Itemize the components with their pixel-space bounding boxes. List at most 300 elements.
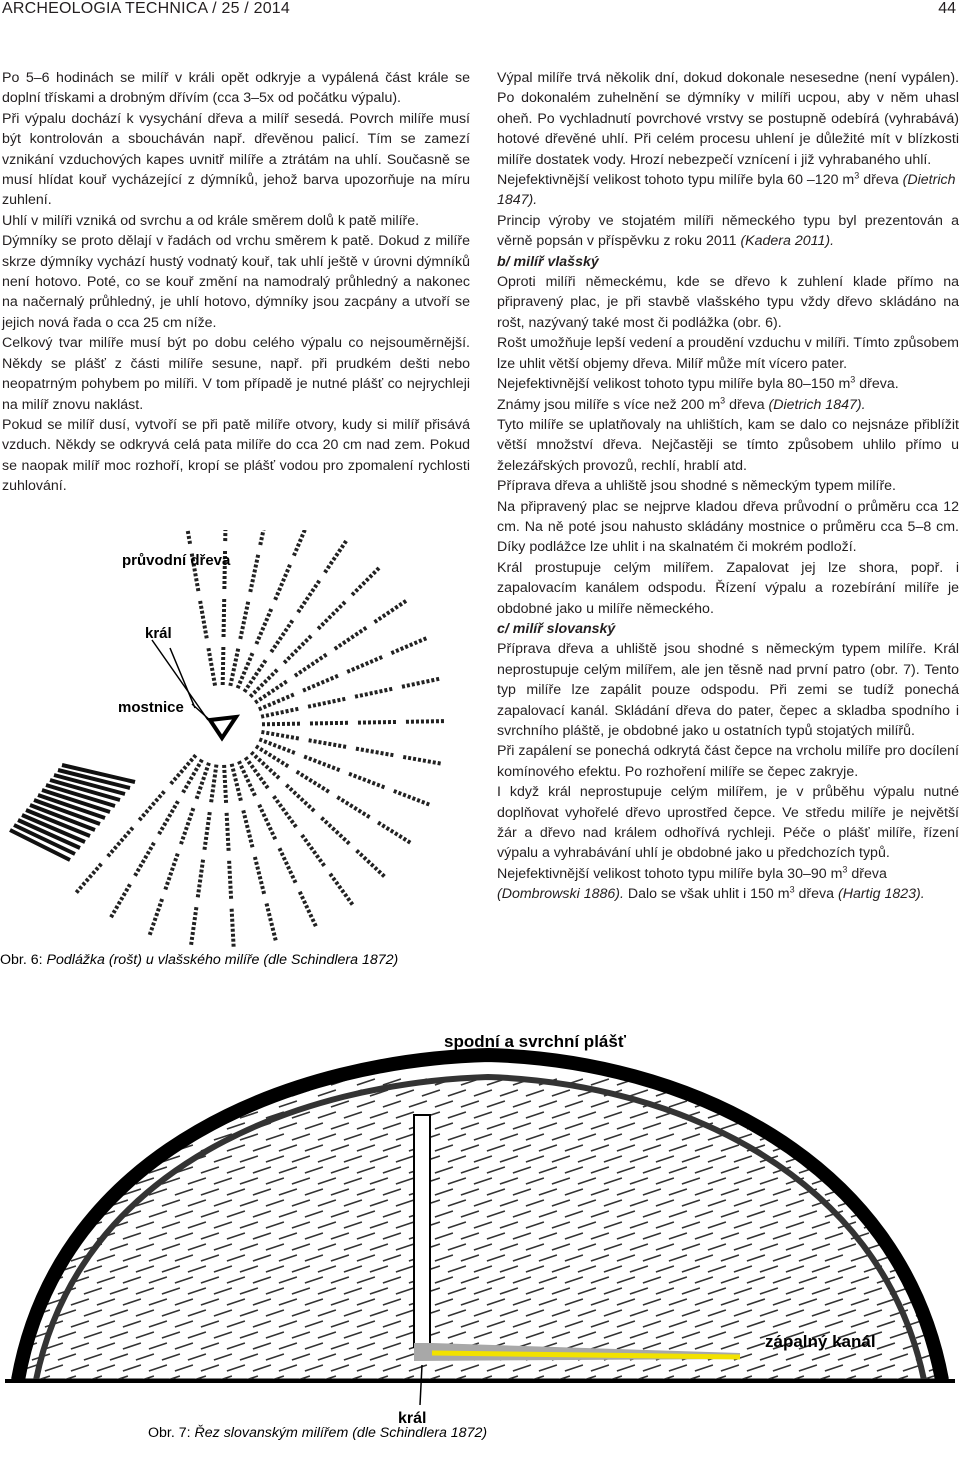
log: [356, 749, 393, 756]
log-hatch: [929, 1189, 947, 1195]
log-hatch: [838, 1134, 856, 1140]
log: [200, 601, 207, 638]
log-hatch: [903, 1255, 921, 1261]
log-hatch: [812, 1134, 830, 1140]
log-hatch: [97, 1167, 115, 1173]
log-hatch: [903, 1101, 921, 1107]
text-run: Nejefektivnější velikost tohoto typu milíře byla 80–150 m: [497, 376, 851, 393]
log: [76, 864, 101, 893]
log-hatch: [188, 1112, 206, 1118]
log: [349, 774, 384, 788]
paragraph: [497, 211, 959, 252]
log: [259, 805, 275, 839]
log-hatch: [58, 1090, 76, 1096]
log-hatch: [916, 1178, 934, 1184]
log: [181, 808, 193, 844]
citation: (Dietrich 1847).: [768, 396, 866, 413]
log-hatch: [6, 1244, 24, 1250]
log-hatch: [877, 1101, 895, 1107]
log-hatch: [45, 1079, 63, 1085]
log-hatch: [799, 1079, 817, 1085]
log-hatch: [929, 1167, 947, 1173]
paragraph: Po 5–6 hodinách se milíř v králi opět odkryje a vypálená část krále se doplní třískami a drobným dřívím (cca 3–5x od počátku výpalu).: [2, 70, 470, 107]
log: [275, 565, 290, 600]
log-hatch: [890, 1156, 908, 1162]
log: [284, 636, 311, 663]
log: [352, 568, 379, 595]
log-hatch: [864, 1112, 882, 1118]
paragraph: Oproti milíři německému, kde se dřevo k zuhlení klade přímo na připravený plac, je při stavbě vlašského typu vždy dřevo skládáno na rošt, nazývaný také most či podlážka (obr. 6).: [497, 274, 959, 331]
log-hatch: [916, 1090, 934, 1096]
log: [240, 602, 248, 639]
log: [232, 764, 241, 801]
log-hatch: [58, 1112, 76, 1118]
log: [310, 723, 348, 724]
log: [261, 709, 298, 717]
log-hatch: [916, 1266, 934, 1272]
log: [375, 601, 407, 622]
log-hatch: [825, 1101, 843, 1107]
log-hatch: [838, 1090, 856, 1096]
log-hatch: [721, 1079, 739, 1085]
log-hatch: [955, 1145, 960, 1151]
paragraph: Tyto milíře se uplatňovaly na uhlištích, kam se dalo co nejsnáze přiblížit větší množství dřeva. Nejčastěji se tímto způsobem uhlilo přímo u železářských provozů, rechlí, hrablí atd.: [497, 416, 959, 474]
log: [394, 791, 429, 805]
log-hatch: [955, 1123, 960, 1129]
log: [150, 899, 162, 935]
log-hatch: [890, 1178, 908, 1184]
log-hatch: [201, 1079, 219, 1085]
log-hatch: [773, 1079, 791, 1085]
log: [302, 835, 324, 866]
log-hatch: [942, 1222, 960, 1228]
log-hatch: [747, 1079, 765, 1085]
log-hatch: [84, 1112, 102, 1118]
log-hatch: [84, 1178, 102, 1184]
log-hatch: [58, 1156, 76, 1162]
log: [208, 648, 215, 685]
log-hatch: [110, 1134, 128, 1140]
log: [308, 699, 345, 707]
log-hatch: [71, 1101, 89, 1107]
caption-number: Obr. 6:: [0, 952, 43, 968]
log-hatch: [6, 1288, 24, 1294]
log-hatch: [851, 1145, 869, 1151]
log-hatch: [19, 1167, 37, 1173]
log-hatch: [955, 1101, 960, 1107]
log-hatch: [58, 1178, 76, 1184]
log: [267, 904, 276, 941]
log-hatch: [773, 1123, 791, 1129]
log-hatch: [942, 1266, 960, 1272]
log-hatch: [175, 1079, 193, 1085]
log-hatch: [71, 1167, 89, 1173]
text-run: dřeva: [725, 396, 765, 413]
log-hatch: [19, 1079, 37, 1085]
citation: (Dietrich 1847).: [497, 172, 956, 209]
log-hatch: [903, 1211, 921, 1217]
log-hatch: [19, 1101, 37, 1107]
log-hatch: [773, 1101, 791, 1107]
log-hatch: [942, 1244, 960, 1250]
log-hatch: [32, 1200, 50, 1206]
log-hatch: [929, 1211, 947, 1217]
log-hatch: [851, 1079, 869, 1085]
log: [357, 850, 385, 876]
log-hatch: [955, 1233, 960, 1239]
log-hatch: [6, 1090, 24, 1096]
log-hatch: [760, 1090, 778, 1096]
log-hatch: [6, 1156, 24, 1162]
log: [406, 721, 444, 722]
log-hatch: [45, 1123, 63, 1129]
label-kral: král: [145, 625, 172, 642]
log: [300, 892, 316, 926]
log-hatch: [149, 1123, 167, 1129]
log-hatch: [929, 1101, 947, 1107]
log-hatch: [955, 1255, 960, 1261]
log-hatch: [6, 1200, 24, 1206]
label-pruvodni-dreva: průvodní dřeva: [122, 552, 231, 569]
log: [403, 757, 440, 764]
log: [139, 791, 164, 820]
log: [165, 854, 177, 890]
log-hatch: [136, 1090, 154, 1096]
log-hatch: [45, 1189, 63, 1195]
log: [159, 801, 178, 834]
log-hatch: [32, 1134, 50, 1140]
log-hatch: [916, 1222, 934, 1228]
log-hatch: [903, 1079, 921, 1085]
log: [259, 739, 294, 753]
subsection-heading: c/ milíř slovanský: [497, 620, 616, 637]
log-hatch: [864, 1090, 882, 1096]
left-text-column: [2, 68, 470, 497]
label-zapalny-kanal: zápalný kanál: [765, 1332, 876, 1351]
text-run: Dalo se však uhlit i 150 m: [623, 886, 790, 903]
page-number: 44: [938, 0, 956, 17]
log-hatch: [32, 1222, 50, 1228]
log-hatch: [760, 1112, 778, 1118]
log-hatch: [6, 1178, 24, 1184]
log-hatch: [903, 1123, 921, 1129]
log: [198, 860, 203, 898]
log-hatch: [84, 1156, 102, 1162]
figure-7-kiln-section: [0, 1025, 960, 1440]
log-hatch: [812, 1112, 830, 1118]
log-hatch: [58, 1134, 76, 1140]
paragraph: Příprava dřeva a uhliště jsou shodné s německým typem milíře. Král neprostupuje celým milířem, ale jen těsně nad první patro (obr. 7). Tento typ milíře lze zapálit pouze odspodu. Při zemi se tudíž ponechá zapalovací kanál. Skládání dřeva do pater, čepec a skladba spodního i svrchního pláště, je obdobné jako u ostatních typů stojatých milířů.: [497, 641, 959, 739]
log: [225, 530, 226, 541]
log-hatch: [162, 1112, 180, 1118]
log: [297, 772, 329, 792]
log-hatch: [123, 1123, 141, 1129]
log-hatch: [123, 1145, 141, 1151]
caption-text: Řez slovanským milířem (dle Schindlera 1872): [194, 1425, 488, 1440]
log-hatch: [240, 1090, 258, 1096]
log-hatch: [929, 1255, 947, 1261]
log: [402, 679, 439, 687]
log-hatch: [864, 1178, 882, 1184]
log-hatch: [149, 1079, 167, 1085]
log-hatch: [71, 1123, 89, 1129]
radiating-logs: [76, 530, 444, 947]
paragraph: [497, 864, 959, 905]
paragraph: Při výpalu dochází k vysychání dřeva a milíř sesedá. Povrch milíře musí být kontrolován a sboucháván např. dřevěnou palicí. Tím se zamezí vznikání vzduchových kapes uvnitř milíře a ztrátám na uhlí. Současně se musí hlídat kouř vycházející z dýmníků, jehož barva upozorňuje na míru zuhlení.: [2, 110, 470, 209]
log-hatch: [864, 1200, 882, 1206]
log-hatch: [19, 1145, 37, 1151]
log-hatch: [955, 1299, 960, 1305]
log: [230, 649, 238, 686]
log-hatch: [32, 1178, 50, 1184]
paragraph: Při zapálení se ponechá odkrytá část čepce na vrcholu milíře pro docílení komínového efektu. Po rozhoření milíře se čepec zakryje.: [497, 743, 959, 780]
paragraph: Rošt umožňuje lepší vedení a proudění vzduchu v milíři. Tímto způsobem lze uhlit větší objemy dřeva. Milíř může mít vícero pater.: [497, 335, 959, 372]
log: [261, 732, 298, 739]
caption-text: Podlážka (rošt) u vlašského milíře (dle Schindlera 1872): [46, 952, 399, 968]
log-hatch: [19, 1189, 37, 1195]
log-hatch: [942, 1332, 960, 1338]
running-header: [0, 0, 960, 22]
log-hatch: [110, 1112, 128, 1118]
log: [330, 874, 352, 905]
superscript: 3: [850, 374, 856, 385]
log-hatch: [916, 1244, 934, 1250]
text-run: dřeva: [794, 886, 835, 903]
log-hatch: [32, 1112, 50, 1118]
stacked-log: [10, 830, 70, 860]
paragraph: [497, 395, 959, 415]
log: [355, 689, 392, 697]
log-hatch: [136, 1134, 154, 1140]
log-hatch: [838, 1112, 856, 1118]
text-run: dřeva: [847, 865, 887, 882]
log: [274, 796, 296, 827]
log-hatch: [214, 1090, 232, 1096]
paragraph: Král prostupuje celým milířem. Zapalovat jej lze shora, popř. i zapalovacím kanálem odspodu. Řízení výpalu a rozebírání milíře je obdobné jako u milíře německého.: [497, 559, 959, 617]
log-hatch: [955, 1365, 960, 1371]
log-hatch: [45, 1145, 63, 1151]
log-hatch: [71, 1145, 89, 1151]
log-hatch: [6, 1134, 24, 1140]
log-hatch: [955, 1321, 960, 1327]
log: [223, 647, 224, 685]
log-hatch: [6, 1310, 24, 1316]
log-hatch: [6, 1112, 24, 1118]
log-hatch: [45, 1233, 63, 1239]
log: [358, 722, 396, 723]
log-hatch: [864, 1156, 882, 1162]
log-hatch: [253, 1079, 271, 1085]
log-hatch: [799, 1123, 817, 1129]
log: [135, 843, 154, 876]
kral-center-triangle: [210, 717, 236, 738]
log-hatch: [851, 1101, 869, 1107]
figure-7-caption: [148, 1424, 487, 1440]
log: [232, 909, 234, 947]
log: [295, 655, 327, 676]
log-hatch: [786, 1090, 804, 1096]
log: [298, 581, 319, 613]
log-hatch: [903, 1145, 921, 1151]
log: [260, 530, 268, 545]
log-hatch: [929, 1277, 947, 1283]
log: [255, 857, 264, 894]
log-hatch: [136, 1112, 154, 1118]
log-hatch: [45, 1211, 63, 1217]
log: [256, 609, 271, 644]
text-run: dřeva: [859, 172, 899, 189]
log: [224, 765, 226, 803]
log-hatch: [110, 1090, 128, 1096]
log-hatch: [916, 1112, 934, 1118]
log-hatch: [19, 1233, 37, 1239]
log: [262, 724, 300, 725]
log-hatch: [903, 1233, 921, 1239]
log: [204, 812, 209, 850]
subsection-heading: b/ milíř vlašský: [497, 253, 599, 270]
text-run: Princip výroby ve stojatém milíři německého typu byl prezentován a věrně popsán v příspěvku z roku 2011: [497, 212, 959, 250]
log: [303, 676, 338, 691]
superscript: 3: [854, 170, 860, 181]
log-hatch: [890, 1090, 908, 1096]
text-run: Nejefektivnější velikost tohoto typu milíře byla 60 –120 m: [497, 172, 855, 189]
log-pile: [10, 765, 135, 860]
log-hatch: [825, 1145, 843, 1151]
log-hatch: [851, 1123, 869, 1129]
log-hatch: [799, 1101, 817, 1107]
superscript: 3: [789, 884, 795, 895]
paragraph: Na připravený plac se nejprve kladou dřeva průvodní o průměru cca 12 cm. Na ně poté jsou nahusto skládány mostnice o průměru cca 5–8 cm. Díky podlážce lze uhlit i na skalnatém či mokrém podloží.: [497, 498, 959, 556]
figure-6-grate-diagram: [0, 530, 470, 970]
log-hatch: [97, 1145, 115, 1151]
log-hatch: [32, 1244, 50, 1250]
log-hatch: [916, 1200, 934, 1206]
label-kral: král: [398, 1410, 427, 1427]
log-hatch: [942, 1112, 960, 1118]
log: [111, 884, 130, 917]
log-hatch: [162, 1090, 180, 1096]
log-hatch: [110, 1156, 128, 1162]
log-hatch: [58, 1200, 76, 1206]
log-hatch: [942, 1200, 960, 1206]
log: [191, 907, 196, 945]
log-hatch: [175, 1101, 193, 1107]
log: [211, 765, 216, 803]
log-hatch: [84, 1134, 102, 1140]
text-run: Známy jsou milíře s více než 200 m: [497, 396, 721, 413]
log-hatch: [71, 1189, 89, 1195]
log-hatch: [929, 1079, 947, 1085]
paragraph: [497, 374, 959, 394]
log-hatch: [201, 1101, 219, 1107]
log: [271, 621, 292, 653]
log-hatch: [32, 1266, 50, 1272]
log: [227, 813, 229, 851]
log-hatch: [877, 1145, 895, 1151]
paragraph: Celkový tvar milíře musí být po dobu celého výpalu co nejsouměrnější. Někdy se plášť z části milíře sesune, např. při prudkém dešti nebo neopatrným pohybem po milíři. V tom případě je nutné plášť co nejrychleji na milíř znovu naklást.: [2, 335, 470, 413]
log: [309, 740, 346, 747]
paragraph: Výpal milíře trvá několik dní, dokud dokonale nesesedne (není vypálen). Po dokonalém zuhelnění se dýmníky v milíři ucpou, aby v něm uhasl oheň. Po vychladnutí povrchové vrstvy se postupně odebírá (vyhrabává) hotové dřevěné uhlí. Při celém procesu uhlení je důležité mít v blízkosti milíře dostatek vody. Hrozí nebezpečí vznícení i již vyhrabaného uhlí.: [497, 70, 959, 168]
log-hatch: [32, 1090, 50, 1096]
log: [183, 530, 190, 544]
right-text-column: [497, 68, 959, 905]
journal-title: ARCHEOLOGIA TECHNICA / 25 / 2014: [2, 0, 290, 17]
log-hatch: [877, 1189, 895, 1195]
paragraph: I když král neprostupuje celým milířem, je v průběhu výpalu nutné doplňovat vyhořelé dřevo uprostřed čepce. Ve středu milíře je největší žár a dřevo nad králem odhořívá rychleji. Péče o plášť milíře, řízení výpalu a vyhrabávání uhlí je obdobné jako u předchozích typů.: [497, 784, 959, 862]
log-hatch: [19, 1255, 37, 1261]
log-hatch: [734, 1090, 752, 1096]
superscript: 3: [720, 394, 726, 405]
log-hatch: [695, 1079, 713, 1085]
log: [347, 657, 382, 672]
log-hatch: [45, 1167, 63, 1173]
log-hatch: [877, 1211, 895, 1217]
log-hatch: [942, 1134, 960, 1140]
log: [197, 763, 209, 799]
log-hatch: [19, 1123, 37, 1129]
log-hatch: [942, 1178, 960, 1184]
log-hatch: [916, 1156, 934, 1162]
log-hatch: [812, 1090, 830, 1096]
log-hatch: [19, 1277, 37, 1283]
log-hatch: [929, 1233, 947, 1239]
log-hatch: [19, 1211, 37, 1217]
log-hatch: [929, 1123, 947, 1129]
log-hatch: [825, 1123, 843, 1129]
log: [286, 785, 314, 811]
log-hatch: [97, 1079, 115, 1085]
paragraph: Dýmníky se proto dělají v řadách od vrchu směrem k patě. Dokud z milíře skrze dýmníky vychází hustý vodnatý kouř, tak uhlí ještě v úrovni dýmníků není hotovo. Poté, co se kouř změní na namodralý průhledný a nakonec na načernalý průhledný, je uhlí hotovo, dýmníky jsou zacpány a utvoří se jejich nová řada o cca 25 cm níže.: [2, 233, 470, 331]
caption-number: Obr. 7:: [148, 1425, 191, 1440]
paragraph: Uhlí v milíři vzniká od svrchu a od krále směrem dolů k patě milíře.: [2, 212, 420, 229]
log-hatch: [942, 1288, 960, 1294]
log-hatch: [929, 1145, 947, 1151]
log: [391, 638, 426, 653]
label-plast: spodní a svrchní plášť: [444, 1032, 626, 1051]
text-run: Nejefektivnější velikost tohoto typu milíře byla 30–90 m: [497, 865, 843, 882]
citation: (Kadera 2011).: [740, 233, 835, 250]
paragraph: Příprava dřeva a uhliště jsou shodné s německým typem milíře.: [497, 478, 896, 495]
log-hatch: [188, 1090, 206, 1096]
log-hatch: [955, 1079, 960, 1085]
log-hatch: [97, 1123, 115, 1129]
paragraph: Pokud se milíř dusí, vytvoří se při patě milíře otvory, kudy si milíř přisává vzduch. Někdy se odkryvá celá pata milíře do cca 20 cm nad zem. Pokud se naopak milíř moc rozhoří, kropí se plášť vodou pro zpomalení rychlosti zuhlování.: [2, 416, 470, 495]
log-hatch: [903, 1189, 921, 1195]
log-hatch: [149, 1101, 167, 1107]
log-hatch: [708, 1090, 726, 1096]
log-hatch: [955, 1277, 960, 1283]
log-hatch: [123, 1079, 141, 1085]
log-hatch: [903, 1167, 921, 1173]
log-hatch: [851, 1167, 869, 1173]
superscript: 3: [842, 864, 848, 875]
log: [229, 861, 231, 899]
log: [304, 757, 339, 771]
citation: (Dombrowski 1886).: [497, 886, 624, 903]
log-hatch: [955, 1189, 960, 1195]
log-hatch: [6, 1222, 24, 1228]
log: [294, 530, 309, 556]
log-hatch: [825, 1079, 843, 1085]
log: [337, 797, 369, 817]
log-hatch: [890, 1112, 908, 1118]
log-hatch: [955, 1211, 960, 1217]
log-hatch: [123, 1101, 141, 1107]
log-hatch: [71, 1079, 89, 1085]
log-hatch: [890, 1222, 908, 1228]
log-hatch: [942, 1310, 960, 1316]
figure-6-caption: [0, 952, 398, 968]
